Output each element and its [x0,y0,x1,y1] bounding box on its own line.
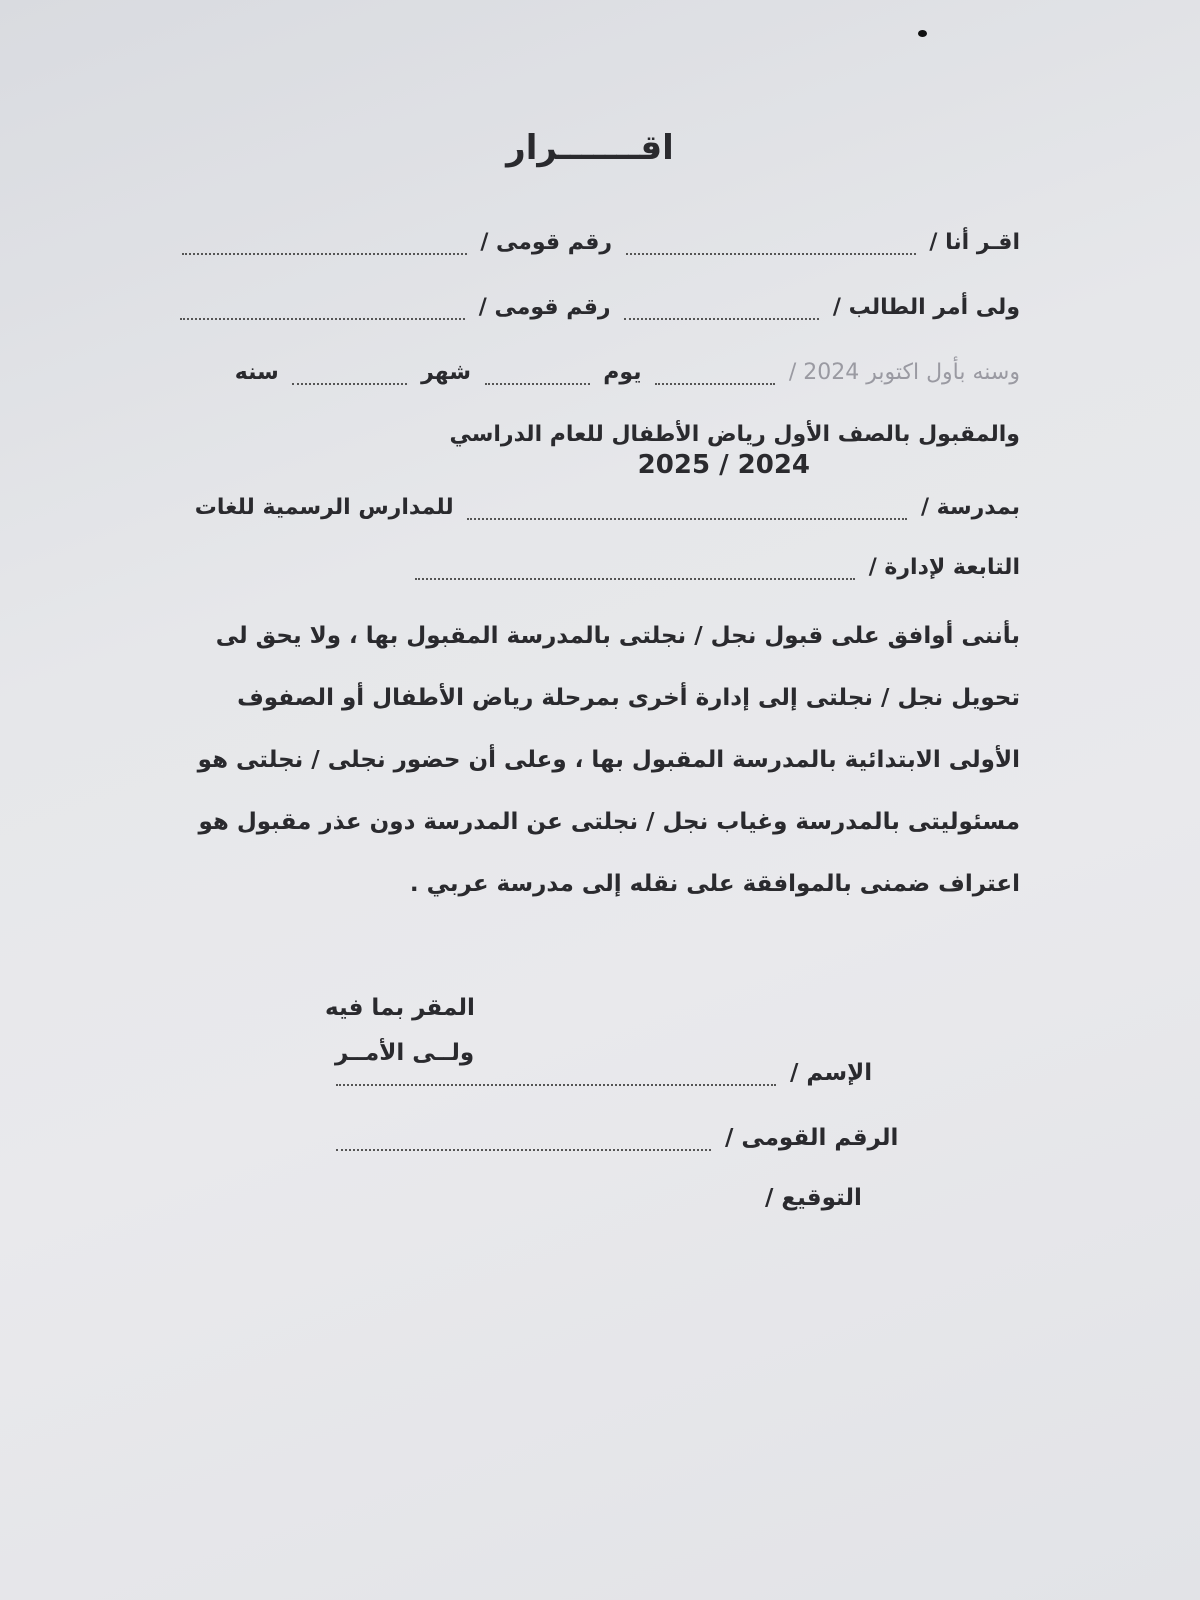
ink-dot [918,30,927,37]
academic-year: 2025 / 2024 [637,450,810,480]
signature-row [765,1185,862,1211]
school-name-blank[interactable] [467,500,907,520]
declarant-id-label: رقم قومى / [480,230,613,255]
declarant-id-blank[interactable] [182,235,467,255]
age-line [235,360,1020,385]
paragraph-line: اعتراف ضمنى بالموافقة على نقله إلى مدرسة عربي . [409,871,1020,897]
day-label: يوم [603,360,642,385]
acceptance-line [450,422,1021,447]
national-id-label: الرقم القومى / [725,1125,899,1151]
age-day-blank[interactable] [655,365,775,385]
acceptance-text: والمقبول بالصف الأول رياض الأطفال للعام الدراسي [449,422,1020,447]
month-label: شهر [421,360,471,385]
signature-role: ولــى الأمــر [335,1040,475,1066]
name-label: الإسم / [790,1060,873,1086]
paragraph-line: بأننى أوافق على قبول نجل / نجلتى بالمدرسة المقبول بها ، ولا يحق لى [215,623,1020,649]
administration-blank[interactable] [415,560,855,580]
name-blank[interactable] [336,1066,776,1086]
academic-year-line [638,450,810,480]
student-name-blank[interactable] [624,300,819,320]
age-year-blank[interactable] [292,365,407,385]
signature-heading: المقر بما فيه [325,995,475,1021]
document-title: اقـــــــرار [506,128,674,168]
national-id-blank[interactable] [336,1131,711,1151]
year-label: سنه [234,360,279,385]
guardian-id-label: رقم قومى / [478,295,611,320]
guardian-label: ولى أمر الطالب / [832,295,1020,320]
declarant-label: اقـر أنا / [929,230,1020,255]
declaration-paragraph [180,605,1020,915]
declarant-name-blank[interactable] [626,235,916,255]
guardian-line [174,295,1020,320]
paragraph-line: مسئوليتى بالمدرسة وغياب نجل / نجلتى عن المدرسة دون عذر مقبول هو [198,809,1020,835]
paragraph-line: الأولى الابتدائية بالمدرسة المقبول بها ، وعلى أن حضور نجلى / نجلتى هو [197,747,1020,773]
national-id-row [330,1125,898,1151]
age-month-blank[interactable] [485,365,590,385]
administration-label: التابعة لإدارة / [868,555,1020,580]
paragraph-line: تحويل نجل / نجلتى إلى إدارة أخرى بمرحلة رياض الأطفال أو الصفوف [237,685,1020,711]
signature-label: التوقيع / [765,1185,862,1211]
administration-line [409,555,1020,580]
age-label: وسنه بأول اكتوبر 2024 / [788,360,1020,385]
student-id-blank[interactable] [180,300,465,320]
school-label: بمدرسة / [920,495,1020,520]
school-suffix: للمدارس الرسمية للغات [194,495,454,520]
school-line [195,495,1020,520]
declarant-line [176,230,1020,255]
name-row [330,1060,872,1086]
